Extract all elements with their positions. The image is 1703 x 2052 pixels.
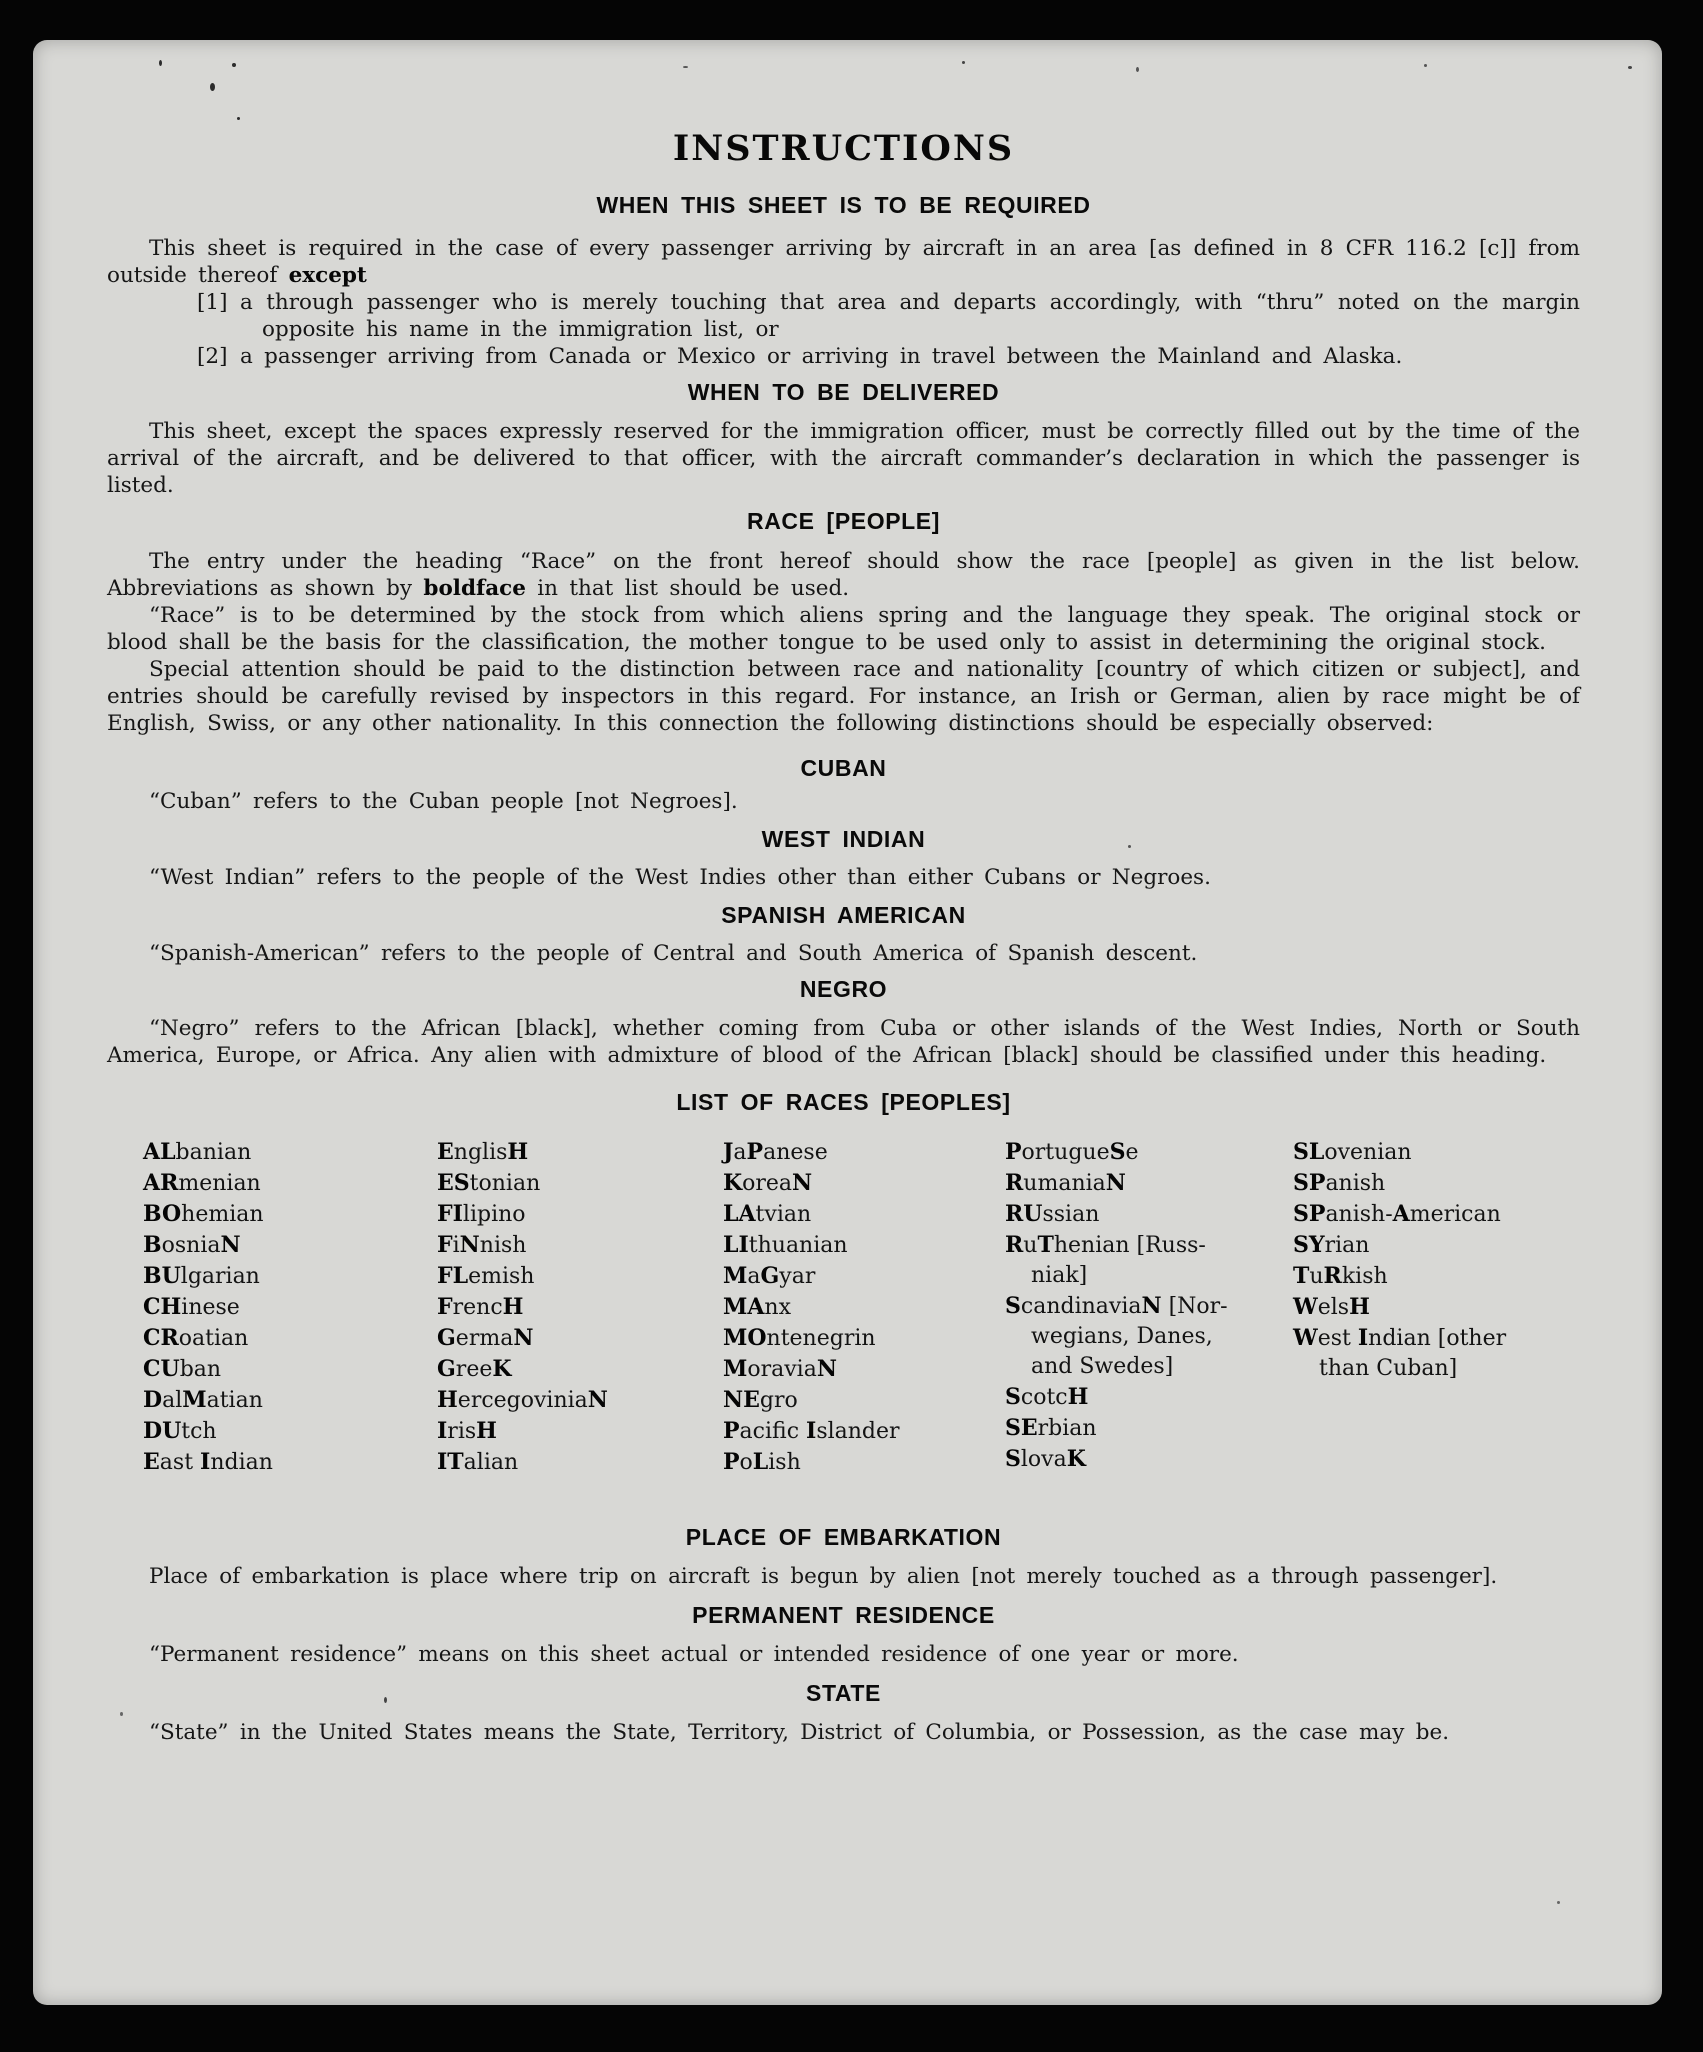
race-entry: wegians, Danes, <box>1031 1324 1213 1349</box>
heading-embarkation: PLACE OF EMBARKATION <box>685 1524 1002 1550</box>
item-text: a through passenger who is merely touching that area and departs accordingly, with “thru” noted on the margin opposite his name in the immigration list, or <box>240 290 1580 342</box>
scan-speck <box>120 1712 123 1716</box>
race-entry: MoraviaN <box>723 1356 837 1382</box>
race-entry: RuThenian [Russ- <box>1005 1232 1206 1258</box>
heading-spanish-american: SPANISH AMERICAN <box>721 902 966 928</box>
embarkation-paragraph: Place of embarkation is place where trip on aircraft is begun by alien [not merely touched as a through passenger]. <box>149 1564 1498 1589</box>
race-entry: SPanish <box>1293 1170 1386 1196</box>
item-marker: [2] <box>197 344 228 369</box>
item-marker: [1] <box>197 290 228 315</box>
race-entry: SLovenian <box>1293 1139 1412 1165</box>
race-entry: West Indian [other <box>1293 1325 1507 1351</box>
race-entry: East Indian <box>143 1449 273 1475</box>
race-entry: IrisH <box>437 1418 497 1444</box>
race-entry: WelsH <box>1293 1294 1370 1320</box>
race-entry: SErbian <box>1005 1415 1097 1441</box>
race-entry: ScotcH <box>1005 1384 1089 1410</box>
race-entry: GermaN <box>437 1325 534 1351</box>
race-entry: EStonian <box>437 1170 541 1196</box>
race-entry: CUban <box>143 1356 222 1382</box>
heading-race: RACE [PEOPLE] <box>747 508 940 534</box>
required-item-1 <box>107 289 1580 343</box>
heading-races-list: LIST OF RACES [PEOPLES] <box>676 1089 1011 1115</box>
heading-negro: NEGRO <box>799 976 888 1002</box>
scan-speck <box>384 1697 387 1703</box>
race-entry: KoreaN <box>723 1170 813 1196</box>
race-entry: EnglisH <box>437 1139 529 1165</box>
scan-speck <box>1424 64 1427 67</box>
race-entry: ALbanian <box>143 1139 252 1165</box>
state-paragraph: “State” in the United States means the State, Territory, District of Columbia, or Possession, as the case may be. <box>149 1720 1450 1745</box>
race-entry: HercegoviniaN <box>437 1387 608 1413</box>
race-paragraph-1: The entry under the heading “Race” on the front hereof should show the race [people] as given in the list below. Abbreviations as shown by boldface in that list should be used. <box>107 549 1580 601</box>
race-entry: SlovaK <box>1005 1446 1086 1472</box>
race-entry: DUtch <box>143 1418 217 1444</box>
scan-speck <box>232 63 236 67</box>
race-entry: niak] <box>1031 1263 1088 1288</box>
race-entry: NEgro <box>723 1387 798 1413</box>
races-column <box>1005 1137 1293 1478</box>
heading-when-required: WHEN THIS SHEET IS TO BE REQUIRED <box>596 192 1091 218</box>
race-paragraph-3: Special attention should be paid to the distinction between race and nationality [country of which citizen or subject], and entries should be carefully revised by inspectors in this regard. For instance, an Irish or German, alien by race might be of English, Swiss, or any other nationality. In this connection the following distinctions should be especially observed: <box>107 657 1580 736</box>
document-page <box>33 40 1662 2005</box>
scan-speck <box>210 83 215 91</box>
race-entry: CHinese <box>143 1294 240 1320</box>
scan-speck <box>237 117 240 120</box>
race-entry: RumaniaN <box>1005 1170 1126 1196</box>
races-column <box>1293 1137 1580 1478</box>
item-text: a passenger arriving from Canada or Mexico or arriving in travel between the Mainland and Alaska. <box>240 344 1403 369</box>
race-entry: FiNnish <box>437 1232 527 1258</box>
race-entry: DalMatian <box>143 1387 263 1413</box>
required-intro-paragraph: This sheet is required in the case of every passenger arriving by aircraft in an area [as defined in 8 CFR 116.2 [c]] from outside thereof except <box>107 236 1580 288</box>
race-entry: PortugueSe <box>1005 1139 1139 1165</box>
race-entry: FLemish <box>437 1263 535 1289</box>
race-entry: SYrian <box>1293 1232 1370 1258</box>
race-entry: JaPanese <box>723 1139 828 1165</box>
scan-speck <box>962 61 965 64</box>
race-entry: MAnx <box>723 1294 791 1320</box>
page-title: INSTRUCTIONS <box>672 128 1015 169</box>
race-entry: TuRkish <box>1293 1263 1388 1289</box>
race-entry: MaGyar <box>723 1263 816 1289</box>
scan-speck <box>683 66 688 68</box>
race-entry: GreeK <box>437 1356 512 1382</box>
races-column <box>437 1137 723 1478</box>
residence-paragraph: “Permanent residence” means on this sheet actual or intended residence of one year or more. <box>149 1642 1239 1667</box>
race-entry: Pacific Islander <box>723 1418 900 1444</box>
scan-speck <box>1557 1901 1560 1904</box>
races-column <box>143 1137 437 1478</box>
document-content <box>33 40 1662 1746</box>
race-entry: LIthuanian <box>723 1232 848 1258</box>
race-entry: BosniaN <box>143 1232 241 1258</box>
scan-speck <box>1628 66 1632 69</box>
scan-speck <box>1136 67 1139 72</box>
heading-residence: PERMANENT RESIDENCE <box>692 1602 995 1628</box>
race-paragraph-2: “Race” is to be determined by the stock from which aliens spring and the language they speak. The original stock or blood shall be the basis for the classification, the mother tongue to be used only to assist in determining the original stock. <box>107 603 1580 655</box>
heading-when-delivered: WHEN TO BE DELIVERED <box>687 379 1000 405</box>
race-entry: MOntenegrin <box>723 1325 876 1351</box>
heading-west-indian: WEST INDIAN <box>761 826 926 852</box>
scan-speck <box>159 60 162 66</box>
scan-speck <box>1128 845 1131 848</box>
race-entry: BUlgarian <box>143 1263 260 1289</box>
race-entry: ScandinaviaN [Nor- <box>1005 1293 1228 1319</box>
races-columns <box>107 1137 1580 1478</box>
race-entry: PoLish <box>723 1449 801 1475</box>
races-column <box>723 1137 1005 1478</box>
required-item-2 <box>107 343 1580 370</box>
race-entry: BOhemian <box>143 1201 264 1227</box>
west-indian-paragraph: “West Indian” refers to the people of the West Indies other than either Cubans or Negroes. <box>149 865 1211 890</box>
heading-state: STATE <box>806 1680 881 1706</box>
race-entry: and Swedes] <box>1031 1354 1174 1379</box>
cuban-paragraph: “Cuban” refers to the Cuban people [not Negroes]. <box>149 789 738 814</box>
race-entry: RUssian <box>1005 1201 1100 1227</box>
delivered-paragraph: This sheet, except the spaces expressly reserved for the immigration officer, must be correctly filled out by the time of the arrival of the aircraft, and be delivered to that officer, with the aircraft commander’s declaration in which the passenger is listed. <box>107 419 1580 498</box>
race-entry: than Cuban] <box>1319 1356 1458 1381</box>
race-entry: SPanish-American <box>1293 1201 1501 1227</box>
race-entry: LAtvian <box>723 1201 812 1227</box>
spanish-american-paragraph: “Spanish-American” refers to the people of Central and South America of Spanish descent. <box>149 941 1198 966</box>
negro-paragraph: “Negro” refers to the African [black], whether coming from Cuba or other islands of the West Indies, North or South America, Europe, or Africa. Any alien with admixture of blood of the African [black] should be classified under this heading. <box>107 1016 1580 1068</box>
race-entry: ARmenian <box>143 1170 261 1196</box>
race-entry: ITalian <box>437 1449 519 1475</box>
race-entry: CRoatian <box>143 1325 249 1351</box>
heading-cuban: CUBAN <box>800 755 887 781</box>
race-entry: FIlipino <box>437 1201 526 1227</box>
race-entry: FrencH <box>437 1294 524 1320</box>
